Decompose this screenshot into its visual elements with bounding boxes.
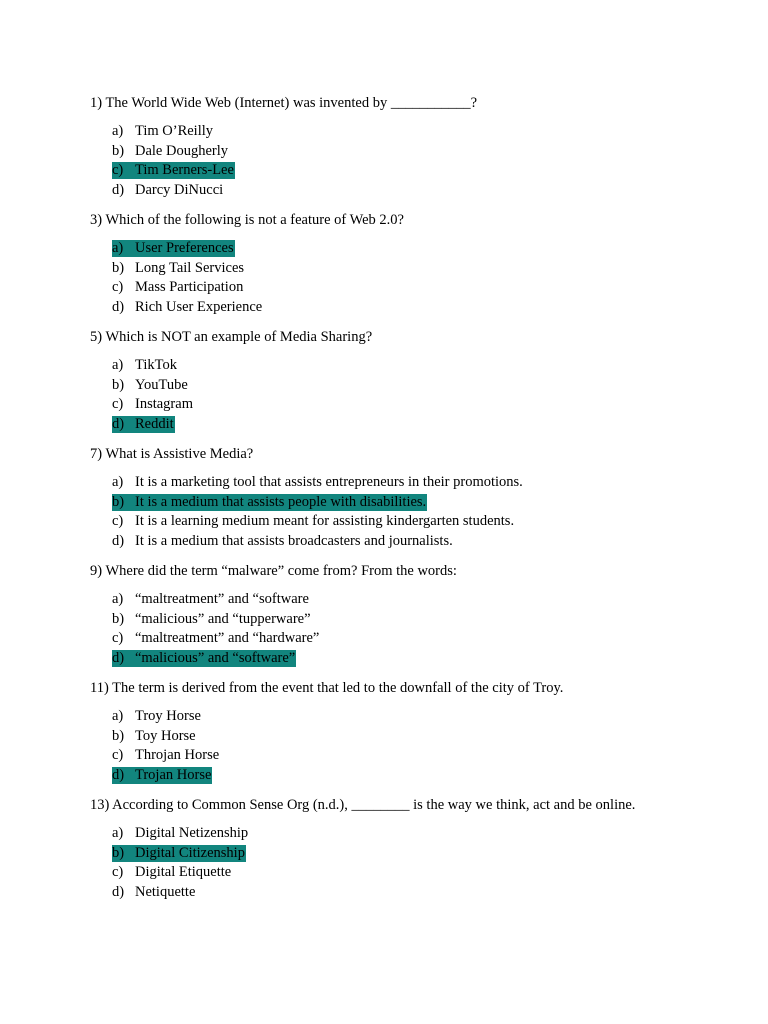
question-9 xyxy=(90,562,730,668)
option-letter: b) xyxy=(112,142,125,159)
option-text: Reddit xyxy=(135,415,174,432)
option-c xyxy=(90,278,730,298)
option-letter: d) xyxy=(112,883,125,900)
option-c xyxy=(90,161,730,181)
option-list xyxy=(90,239,730,317)
question-text: 9) Where did the term “malware” come from? From the words: xyxy=(90,563,457,579)
option-letter: b) xyxy=(112,376,125,393)
option-b xyxy=(90,142,730,162)
option-text: Toy Horse xyxy=(135,727,196,744)
option-letter: a) xyxy=(112,474,124,490)
option-letter: b) xyxy=(112,493,125,510)
option-c xyxy=(90,863,730,883)
option-letter: c) xyxy=(112,162,124,178)
option-list xyxy=(90,590,730,668)
option-text: It is a medium that assists people with disabilities. xyxy=(135,493,427,510)
option-text: YouTube xyxy=(135,376,188,393)
option-list xyxy=(90,473,730,551)
option-letter: c) xyxy=(112,396,124,412)
question-text: 1) The World Wide Web (Internet) was invented by ___________? xyxy=(90,95,478,111)
option-a xyxy=(90,473,730,493)
option-letter: a) xyxy=(112,708,124,724)
option-text: TikTok xyxy=(135,357,177,373)
option-text: It is a learning medium meant for assisting kindergarten students. xyxy=(135,513,515,529)
question-text: 11) The term is derived from the event that led to the downfall of the city of Troy. xyxy=(90,680,564,696)
option-text: Long Tail Services xyxy=(135,259,245,276)
option-text: Digital Etiquette xyxy=(135,864,232,880)
option-list xyxy=(90,824,730,902)
option-text: “maltreatment” and “hardware” xyxy=(135,630,320,646)
option-list xyxy=(90,707,730,785)
option-c xyxy=(90,512,730,532)
option-text: Mass Participation xyxy=(135,279,244,295)
option-letter: a) xyxy=(112,591,124,607)
option-text: Dale Dougherly xyxy=(135,142,229,159)
option-b xyxy=(90,727,730,747)
option-a xyxy=(90,824,730,844)
option-d xyxy=(90,298,730,318)
option-a xyxy=(90,356,730,376)
option-b xyxy=(90,376,730,396)
option-letter: a) xyxy=(112,240,124,256)
option-text: “malicious” and “tupperware” xyxy=(135,610,311,627)
option-b xyxy=(90,259,730,279)
option-letter: d) xyxy=(112,181,125,198)
option-c xyxy=(90,746,730,766)
option-b xyxy=(90,844,730,864)
option-letter: a) xyxy=(112,825,124,841)
option-d xyxy=(90,181,730,201)
option-letter: d) xyxy=(112,415,125,432)
option-b xyxy=(90,610,730,630)
option-c xyxy=(90,629,730,649)
option-d xyxy=(90,532,730,552)
option-text: Netiquette xyxy=(135,883,196,900)
option-letter: d) xyxy=(112,298,125,315)
option-letter: d) xyxy=(112,649,125,666)
option-text: Tim O’Reilly xyxy=(135,123,214,139)
option-letter: b) xyxy=(112,610,125,627)
option-a xyxy=(90,590,730,610)
option-text: User Preferences xyxy=(135,240,234,256)
question-text: 13) According to Common Sense Org (n.d.), ________ is the way we think, act and be online. xyxy=(90,797,636,813)
option-letter: d) xyxy=(112,766,125,783)
option-text: Tim Berners-Lee xyxy=(135,162,234,178)
question-11 xyxy=(90,679,730,785)
question-5 xyxy=(90,328,730,434)
question-7 xyxy=(90,445,730,551)
option-letter: c) xyxy=(112,513,124,529)
option-text: “maltreatment” and “software xyxy=(135,591,309,607)
question-text: 7) What is Assistive Media? xyxy=(90,446,254,462)
option-text: Troy Horse xyxy=(135,708,201,724)
question-13 xyxy=(90,796,730,902)
option-d xyxy=(90,649,730,669)
option-d xyxy=(90,766,730,786)
option-letter: a) xyxy=(112,357,124,373)
option-text: Throjan Horse xyxy=(135,747,220,763)
option-text: Trojan Horse xyxy=(135,766,212,783)
option-letter: c) xyxy=(112,747,124,763)
question-1 xyxy=(90,94,730,200)
option-b xyxy=(90,493,730,513)
option-text: “malicious” and “software” xyxy=(135,649,296,666)
option-a xyxy=(90,122,730,142)
option-a xyxy=(90,239,730,259)
option-a xyxy=(90,707,730,727)
option-text: It is a medium that assists broadcasters and journalists. xyxy=(135,532,453,549)
option-d xyxy=(90,415,730,435)
option-c xyxy=(90,395,730,415)
option-letter: b) xyxy=(112,844,125,861)
question-text: 3) Which of the following is not a feature of Web 2.0? xyxy=(90,212,404,228)
option-letter: b) xyxy=(112,259,125,276)
option-text: Digital Netizenship xyxy=(135,825,249,841)
option-list xyxy=(90,356,730,434)
option-letter: c) xyxy=(112,630,124,646)
option-letter: c) xyxy=(112,279,124,295)
option-letter: c) xyxy=(112,864,124,880)
option-letter: d) xyxy=(112,532,125,549)
option-text: Digital Citizenship xyxy=(135,844,245,861)
option-d xyxy=(90,883,730,903)
option-letter: a) xyxy=(112,123,124,139)
option-text: Instagram xyxy=(135,396,193,412)
option-text: Darcy DiNucci xyxy=(135,181,224,198)
option-letter: b) xyxy=(112,727,125,744)
question-3 xyxy=(90,211,730,317)
question-text: 5) Which is NOT an example of Media Sharing? xyxy=(90,329,373,345)
option-text: Rich User Experience xyxy=(135,298,263,315)
option-text: It is a marketing tool that assists entrepreneurs in their promotions. xyxy=(135,474,523,490)
option-list xyxy=(90,122,730,200)
